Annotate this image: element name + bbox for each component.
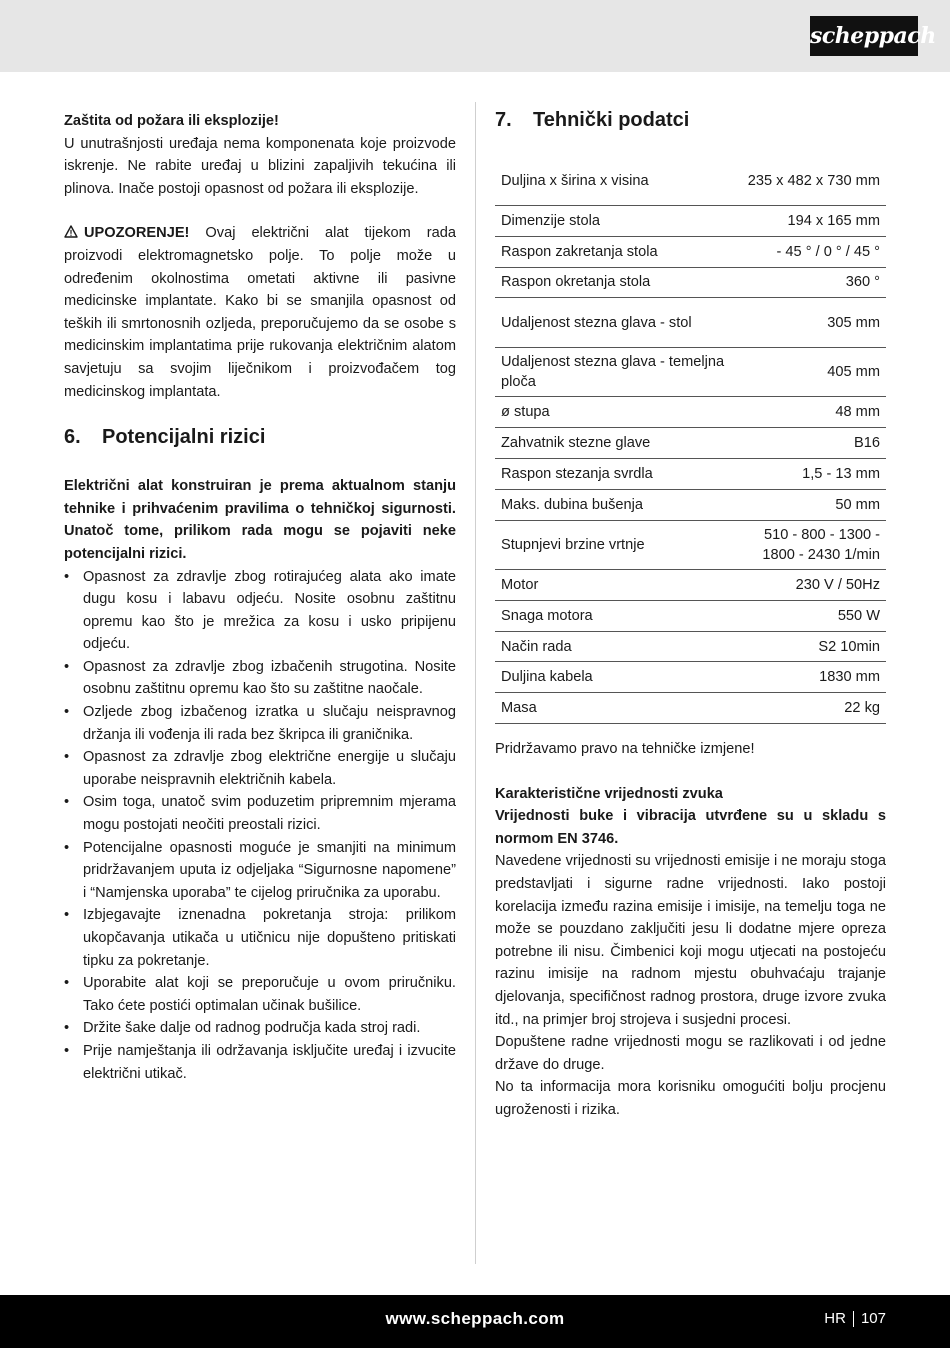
section-6-number: 6. — [64, 426, 81, 449]
table-row — [495, 520, 886, 570]
spec-label: Zahvatnik stezne glave — [495, 428, 736, 459]
list-item: • Opasnost za zdravlje zbog rotirajućeg alata ako imate dugu kosu i labavu odjeću. Nosite osobnu zaštitnu opremu kao što je mrežica za kosu i usko pripijenu odjeću. — [64, 566, 456, 656]
spec-label: Dimenzije stola — [495, 206, 736, 237]
section-7-title: Tehnički podatci — [533, 109, 690, 131]
spec-value: 550 W — [736, 600, 886, 631]
spec-value: B16 — [736, 428, 886, 459]
page-number: 107 — [860, 1310, 886, 1327]
spec-value: 48 mm — [736, 397, 886, 428]
risk-list — [64, 566, 456, 1086]
left-column — [64, 110, 456, 1085]
language-code: HR — [824, 1310, 846, 1327]
list-item: • Opasnost za zdravlje zbog izbačenih strugotina. Nosite osobnu zaštitnu opremu kao što su zaštitne naočale. — [64, 656, 456, 701]
spec-label: Motor — [495, 570, 736, 601]
table-row — [495, 600, 886, 631]
footer-bar — [0, 1295, 950, 1348]
list-item: • Uporabite alat koji se preporučuje u ovom priručniku. Tako ćete postići optimalan učinak bušilice. — [64, 972, 456, 1017]
table-row — [495, 631, 886, 662]
table-row — [495, 397, 886, 428]
warning-triangle-icon — [64, 225, 78, 238]
section-7-heading — [495, 106, 886, 134]
page-indicator — [824, 1310, 886, 1327]
table-row — [495, 662, 886, 693]
table-row — [495, 428, 886, 459]
table-row — [495, 489, 886, 520]
column-divider — [475, 102, 476, 1264]
separator — [853, 1311, 854, 1327]
sound-text: Navedene vrijednosti su vrijednosti emisije i ne moraju stoga predstavljati i sigurne radne vrijednosti. Iako postoji korelacija između razina emisije i imisije, na temelju toga ne može se pouzdano zaključiti jesu li dodatne mjere opreza potrebne ili nisu. Čimbenici koji mogu utjecati na postojeću razinu imisije na radnom mjestu obuhvaćaju trajanje djelovanja, specifičnost radnog prostora, druge izvore zvuka itd., na primjer broj strojeva i susjedni procesi. — [495, 853, 886, 1028]
spec-label: Duljina kabela — [495, 662, 736, 693]
sound-text-3: No ta informacija mora korisniku omogućiti bolju procjenu ugroženosti i rizika. — [495, 1079, 886, 1118]
table-row — [495, 236, 886, 267]
table-row — [495, 206, 886, 237]
fire-title: Zaštita od požara ili eksplozije! — [64, 113, 279, 129]
spec-label: Masa — [495, 693, 736, 724]
spec-value: 1,5 - 13 mm — [736, 458, 886, 489]
spec-value: 510 - 800 - 1300 - 1800 - 2430 1/min — [736, 520, 886, 570]
brand-logo: scheppach — [810, 16, 918, 56]
list-item: • Ozljede zbog izbačenog izratka u slučaju neispravnog držanja ili vođenja ili rada bez škripca ili graničnika. — [64, 701, 456, 746]
section-6-heading — [64, 423, 456, 451]
spec-value: 360 ° — [736, 267, 886, 298]
spec-value: 1830 mm — [736, 662, 886, 693]
section-7-number: 7. — [495, 109, 512, 131]
right-column — [495, 102, 886, 1122]
warning-text: Ovaj električni alat tijekom rada proizvodi elektromagnetsko polje. To polje može u određenim okolnostima ometati aktivne ili pasivne medicinske implantate. Kako bi se smanjila opasnost od teških ili smrtonosnih ozljeda, preporučujemo da se osobe s medicinskim implantatima prije rukovanja električnim alatom savjetuju sa svojim liječnikom i proizvođačem tog medicinskog implantata. — [64, 225, 456, 400]
section-6-intro: Električni alat konstruiran je prema aktualnom stanju tehnike i prihvaćenim pravilima o tehničkoj sigurnosti. Unatoč tome, prilikom rada mogu se pojaviti neke potencijalni rizici. — [64, 478, 456, 562]
table-row — [495, 693, 886, 724]
spec-label: Duljina x širina x visina — [495, 156, 736, 206]
spec-value: 235 x 482 x 730 mm — [736, 156, 886, 206]
spec-label: Raspon zakretanja stola — [495, 236, 736, 267]
section-6-title: Potencijalni rizici — [102, 426, 266, 449]
table-row — [495, 267, 886, 298]
reserve-note: Pridržavamo pravo na tehničke izmjene! — [495, 741, 755, 758]
fire-text: U unutrašnjosti uređaja nema komponenata koje proizvode iskrenje. Ne rabite uređaj u blizini zapaljivih tekućina ili plinova. Inače postoji opasnost od požara ili eksplozije. — [64, 135, 456, 197]
spec-label: Udaljenost stezna glava - stol — [495, 298, 736, 348]
spec-label: Stupnjevi brzine vrtnje — [495, 520, 736, 570]
spec-value: 50 mm — [736, 489, 886, 520]
spec-label: Raspon okretanja stola — [495, 267, 736, 298]
spec-label: Način rada — [495, 631, 736, 662]
table-row — [495, 298, 886, 348]
spec-table — [495, 156, 886, 724]
sound-title: Karakteristične vrijednosti zvuka — [495, 785, 723, 802]
spec-label: Raspon stezanja svrdla — [495, 458, 736, 489]
table-row — [495, 458, 886, 489]
spec-label: Snaga motora — [495, 600, 736, 631]
spec-label: Udaljenost stezna glava - temeljna ploča — [495, 347, 736, 397]
spec-value: 230 V / 50Hz — [736, 570, 886, 601]
sound-subtitle: Vrijednosti buke i vibracija utvrđene su u skladu s normom EN 3746. — [495, 808, 886, 847]
header-band — [0, 0, 950, 72]
website-link[interactable]: www.scheppach.com — [385, 1309, 565, 1328]
warning-label: UPOZORENJE! — [84, 225, 190, 242]
spec-value: S2 10min — [736, 631, 886, 662]
spec-label: Maks. dubina bušenja — [495, 489, 736, 520]
spec-value: 305 mm — [736, 298, 886, 348]
spec-value: 22 kg — [736, 693, 886, 724]
spec-value: - 45 ° / 0 ° / 45 ° — [736, 236, 886, 267]
list-item: • Držite šake dalje od radnog područja kada stroj radi. — [64, 1017, 456, 1040]
list-item: • Izbjegavajte iznenadna pokretanja stroja: prilikom ukopčavanja utikača u utičnicu nije dopušteno pritiskati tipku za pokretanje. — [64, 904, 456, 972]
table-row — [495, 156, 886, 206]
list-item: • Potencijalne opasnosti moguće je smanjiti na minimum pridržavanjem uputa iz odjeljaka “Sigurnosne napomene” i “Namjenska uporaba” te cijelog priručnika za uporabu. — [64, 837, 456, 905]
sound-text-2: Dopuštene radne vrijednosti mogu se razlikovati i od jedne države do druge. — [495, 1034, 886, 1073]
list-item: • Opasnost za zdravlje zbog električne energije u slučaju uporabe neispravnih električnih kabela. — [64, 746, 456, 791]
spec-value: 405 mm — [736, 347, 886, 397]
warning-paragraph — [64, 222, 456, 403]
list-item: • Osim toga, unatoč svim poduzetim pripremnim mjerama mogu postojati neočiti preostali rizici. — [64, 791, 456, 836]
spec-label: ø stupa — [495, 397, 736, 428]
table-row — [495, 570, 886, 601]
table-row — [495, 347, 886, 397]
list-item: • Prije namještanja ili održavanja isključite uređaj i izvucite električni utikač. — [64, 1040, 456, 1085]
spec-value: 194 x 165 mm — [736, 206, 886, 237]
